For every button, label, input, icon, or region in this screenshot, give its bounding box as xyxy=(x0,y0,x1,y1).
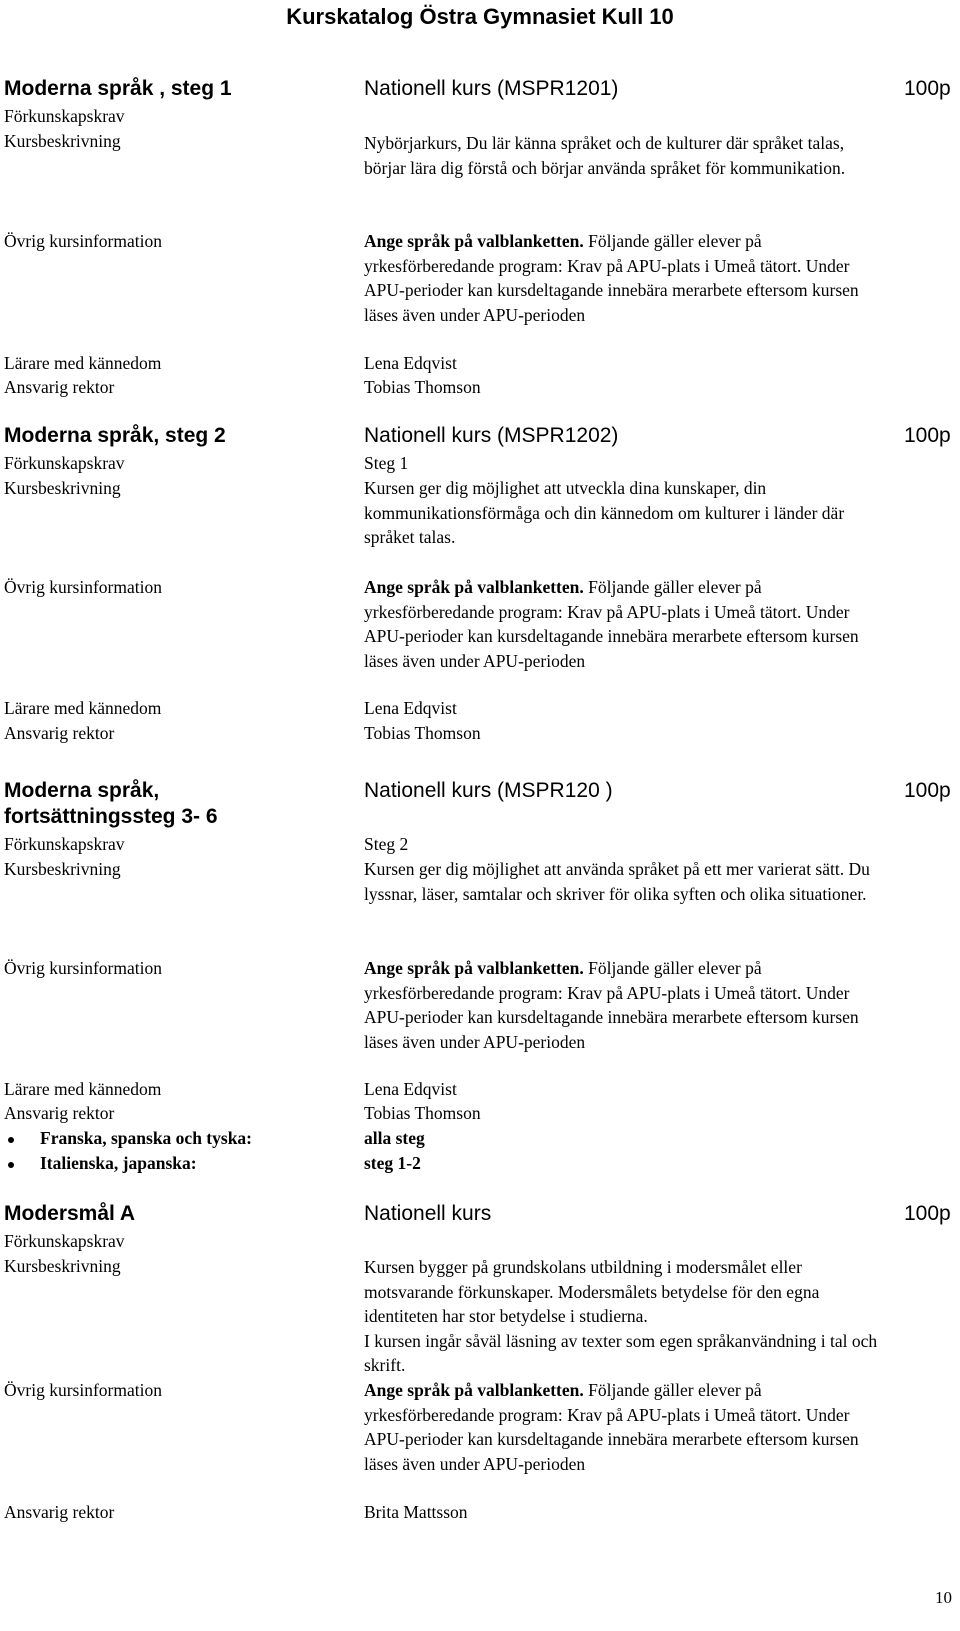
bullet-value: alla steg xyxy=(364,1128,425,1148)
principal-name: Brita Mattsson xyxy=(364,1502,468,1522)
page-title: Kurskatalog Östra Gymnasiet Kull 10 xyxy=(286,4,674,29)
list-item xyxy=(8,1151,197,1175)
bullet-label: Franska, spanska och tyska: xyxy=(40,1128,252,1148)
course-code: Nationell kurs (MSPR1202) xyxy=(364,424,619,447)
description-label: Kursbeskrivning xyxy=(4,478,121,498)
other-info-text xyxy=(364,229,879,327)
other-info-label: Övrig kursinformation xyxy=(4,231,162,251)
other-info-bold: Ange språk på valblanketten. xyxy=(364,958,584,978)
course-title-line2: fortsättningssteg 3- 6 xyxy=(4,805,218,828)
principal-name: Tobias Thomson xyxy=(364,1103,481,1123)
prerequisite-label: Förkunskapskrav xyxy=(4,1231,125,1251)
course-points: 100p xyxy=(904,779,951,802)
other-info-rest: Följande gäller elever på yrkesförberedande program: Krav på APU-plats i Umeå tätort. Under APU-perioder kan kursdeltagande innebära merarbete eftersom kursen läses även under APU-perioden xyxy=(364,231,859,325)
other-info-label: Övrig kursinformation xyxy=(4,1380,162,1400)
course-title: Modersmål A xyxy=(4,1202,136,1225)
course-code: Nationell kurs (MSPR1201) xyxy=(364,77,619,100)
course-description: Kursen ger dig möjlighet att använda språket på ett mer varierat sätt. Du lyssnar, läser, samtalar och skriver för olika syften och olika situationer. xyxy=(364,859,870,904)
other-info-bold: Ange språk på valblanketten. xyxy=(364,231,584,251)
course-description: Nybörjarkurs, Du lär känna språket och de kulturer där språket talas, börjar lära dig förstå och börjar använda språket för kommunikation. xyxy=(364,133,846,178)
other-info-text xyxy=(364,575,879,673)
description-paragraph: Kursen bygger på grundskolans utbildning i modersmålet eller motsvarande förkunskaper. Modersmålets betydelse för den egna identiteten har stor betydelse i studierna. xyxy=(364,1257,820,1326)
teacher-name: Lena Edqvist xyxy=(364,353,457,373)
description-label: Kursbeskrivning xyxy=(4,1256,121,1276)
bullet-label: Italienska, japanska: xyxy=(40,1153,197,1173)
principal-label: Ansvarig rektor xyxy=(4,723,115,743)
principal-label: Ansvarig rektor xyxy=(4,377,115,397)
other-info-rest: Följande gäller elever på yrkesförberedande program: Krav på APU-plats i Umeå tätort. Under APU-perioder kan kursdeltagande innebära merarbete eftersom kursen läses även under APU-perioden xyxy=(364,958,859,1052)
other-info-bold: Ange språk på valblanketten. xyxy=(364,577,584,597)
teacher-label: Lärare med kännedom xyxy=(4,1079,162,1099)
course-title: Moderna språk, steg 2 xyxy=(4,424,226,447)
page-number: 10 xyxy=(935,1588,952,1607)
other-info-bold: Ange språk på valblanketten. xyxy=(364,1380,584,1400)
other-info-rest: Följande gäller elever på yrkesförberedande program: Krav på APU-plats i Umeå tätort. Under APU-perioder kan kursdeltagande innebära merarbete eftersom kursen läses även under APU-perioden xyxy=(364,1380,859,1474)
prerequisite-value: Steg 1 xyxy=(364,453,409,473)
prerequisite-label: Förkunskapskrav xyxy=(4,106,125,126)
principal-name: Tobias Thomson xyxy=(364,723,481,743)
bullet-icon xyxy=(8,1137,14,1143)
course-description xyxy=(364,1255,879,1378)
course-points: 100p xyxy=(904,1202,951,1225)
prerequisite-label: Förkunskapskrav xyxy=(4,834,125,854)
course-points: 100p xyxy=(904,424,951,447)
list-item xyxy=(8,1126,252,1150)
course-title: Moderna språk, xyxy=(4,779,160,802)
course-description: Kursen ger dig möjlighet att utveckla dina kunskaper, din kommunikationsförmåga och din kännedom om kulturer i länder där språket talas. xyxy=(364,478,845,547)
principal-name: Tobias Thomson xyxy=(364,377,481,397)
other-info-label: Övrig kursinformation xyxy=(4,577,162,597)
principal-label: Ansvarig rektor xyxy=(4,1502,115,1522)
prerequisite-value: Steg 2 xyxy=(364,834,409,854)
description-paragraph: I kursen ingår såväl läsning av texter som egen språkanvändning i tal och skrift. xyxy=(364,1330,878,1375)
course-title: Moderna språk , steg 1 xyxy=(4,77,232,100)
teacher-label: Lärare med kännedom xyxy=(4,698,162,718)
description-label: Kursbeskrivning xyxy=(4,131,121,151)
other-info-text xyxy=(364,1378,879,1476)
course-points: 100p xyxy=(904,77,951,100)
other-info-label: Övrig kursinformation xyxy=(4,958,162,978)
description-label: Kursbeskrivning xyxy=(4,859,121,879)
other-info-text xyxy=(364,956,879,1054)
principal-label: Ansvarig rektor xyxy=(4,1103,115,1123)
course-code: Nationell kurs (MSPR120 ) xyxy=(364,779,613,802)
prerequisite-label: Förkunskapskrav xyxy=(4,453,125,473)
course-code: Nationell kurs xyxy=(364,1202,492,1225)
teacher-name: Lena Edqvist xyxy=(364,698,457,718)
bullet-icon xyxy=(8,1162,14,1168)
teacher-label: Lärare med kännedom xyxy=(4,353,162,373)
bullet-value: steg 1-2 xyxy=(364,1153,421,1173)
other-info-rest: Följande gäller elever på yrkesförberedande program: Krav på APU-plats i Umeå tätort. Under APU-perioder kan kursdeltagande innebära merarbete eftersom kursen läses även under APU-perioden xyxy=(364,577,859,671)
teacher-name: Lena Edqvist xyxy=(364,1079,457,1099)
